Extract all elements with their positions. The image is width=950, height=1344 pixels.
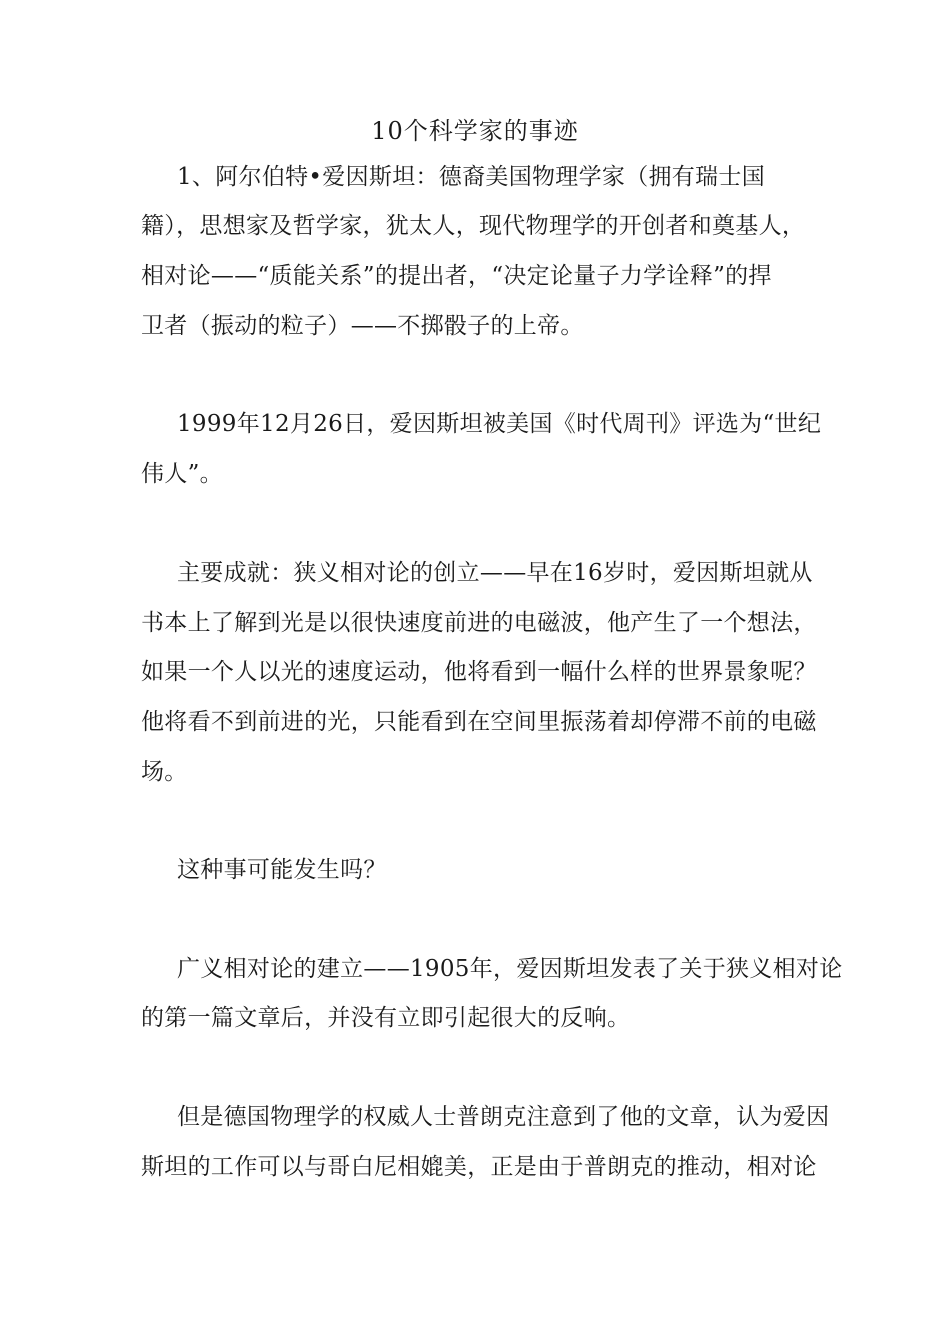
paragraph-3-line-5: 场。 (141, 759, 188, 785)
paragraph-5-line-1: 广义相对论的建立——1905年，爱因斯坦发表了关于狭义相对论 (177, 956, 843, 982)
paragraph-5-line-2: 的第一篇文章后，并没有立即引起很大的反响。 (141, 1005, 631, 1031)
paragraph-3-line-2: 书本上了解到光是以很快速度前进的电磁波，他产生了一个想法， (141, 610, 817, 636)
paragraph-3-line-1: 主要成就：狭义相对论的创立——早在16岁时，爱因斯坦就从 (177, 560, 813, 586)
paragraph-1-line-2: 籍），思想家及哲学家，犹太人，现代物理学的开创者和奠基人， (141, 213, 806, 239)
paragraph-6-line-1: 但是德国物理学的权威人士普朗克注意到了他的文章，认为爱因 (177, 1104, 830, 1130)
document-title: 10个科学家的事迹 (371, 117, 579, 145)
paragraph-3-line-4: 他将看不到前进的光，只能看到在空间里振荡着却停滞不前的电磁 (141, 709, 817, 735)
paragraph-6-line-2: 斯坦的工作可以与哥白尼相媲美，正是由于普朗克的推动，相对论 (141, 1154, 817, 1180)
paragraph-4-line-1: 这种事可能发生吗？ (177, 857, 387, 883)
paragraph-3-line-3: 如果一个人以光的速度运动，他将看到一幅什么样的世界景象呢？ (141, 659, 817, 685)
paragraph-1-line-1: 1、阿尔伯特•爱因斯坦：德裔美国物理学家（拥有瑞士国 (177, 164, 765, 190)
paragraph-1-line-4: 卫者（振动的粒子）——不掷骰子的上帝。 (141, 313, 584, 339)
paragraph-2-line-1: 1999年12月26日，爱因斯坦被美国《时代周刊》评选为“世纪 (177, 411, 822, 437)
paragraph-1-line-3: 相对论——“质能关系”的提出者，“决定论量子力学诠释”的捍 (141, 263, 772, 289)
paragraph-2-line-2: 伟人”。 (141, 461, 223, 487)
